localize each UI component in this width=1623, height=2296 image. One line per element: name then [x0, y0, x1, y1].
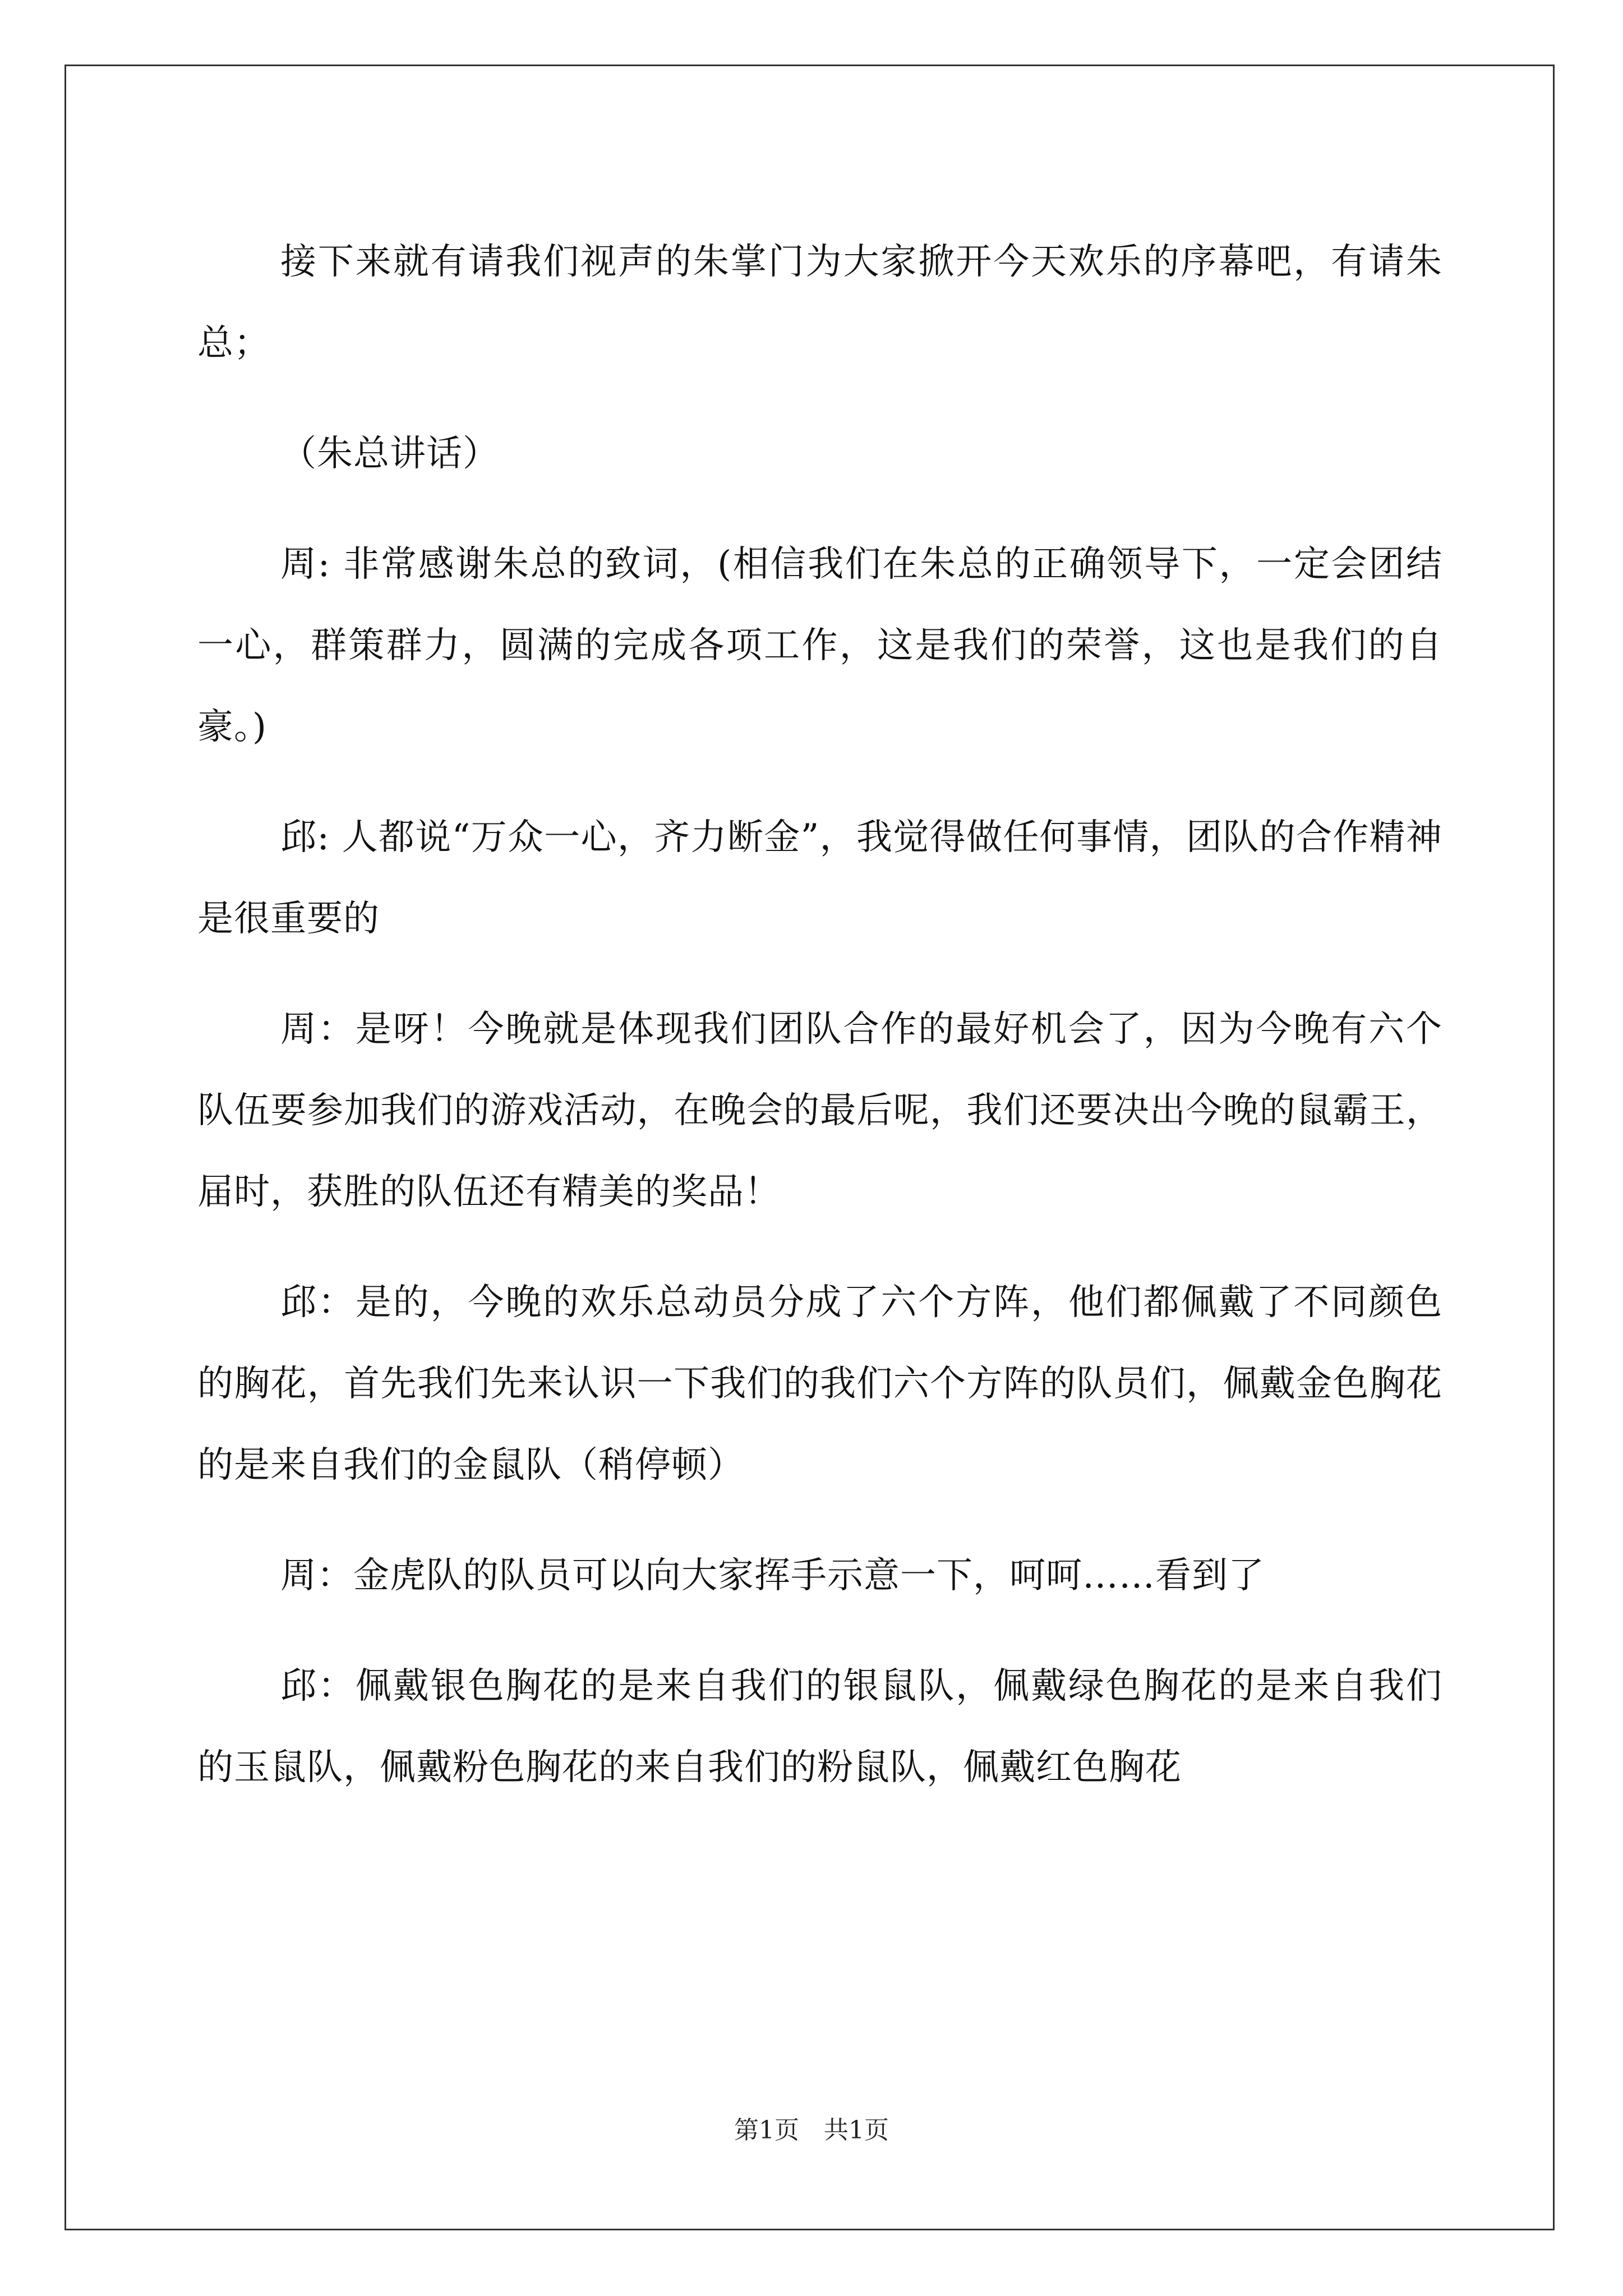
paragraph: （朱总讲话） — [280, 433, 499, 475]
paragraph: 邱：是的，今晚的欢乐总动员分成了六个方阵，他们都佩戴了不同颜色的胸花，首先我们先来认识一下我们的我们六个方阵的队员们，佩戴金色胸花的是来自我们的金鼠队（稍停顿） — [197, 1282, 1442, 1486]
paragraph: 邱：佩戴银色胸花的是来自我们的银鼠队，佩戴绿色胸花的是来自我们的玉鼠队，佩戴粉色胸花的来自我们的粉鼠队，佩戴红色胸花 — [197, 1665, 1442, 1788]
paragraph: 周：金虎队的队员可以向大家挥手示意一下，呵呵……看到了 — [280, 1555, 1265, 1596]
paragraph: 邱: 人都说“万众一心，齐力断金”，我觉得做任何事情，团队的合作精神是很重要的 — [197, 817, 1442, 940]
paragraph: 周: 非常感谢朱总的致词，(相信我们在朱总的正确领导下，一定会团结一心，群策群力，圆满的完成各项工作，这是我们的荣誉，这也是我们的自豪。) — [197, 544, 1442, 748]
document-body — [197, 222, 1442, 1838]
paragraph: 接下来就有请我们视声的朱掌门为大家掀开今天欢乐的序幕吧，有请朱总； — [197, 241, 1442, 364]
paragraph: 周：是呀！今晚就是体现我们团队合作的最好机会了，因为今晚有六个队伍要参加我们的游戏活动，在晚会的最后呢，我们还要决出今晚的鼠霸王，届时，获胜的队伍还有精美的奖品！ — [197, 1009, 1442, 1213]
page-footer: 第1页 共1页 — [734, 2116, 889, 2145]
